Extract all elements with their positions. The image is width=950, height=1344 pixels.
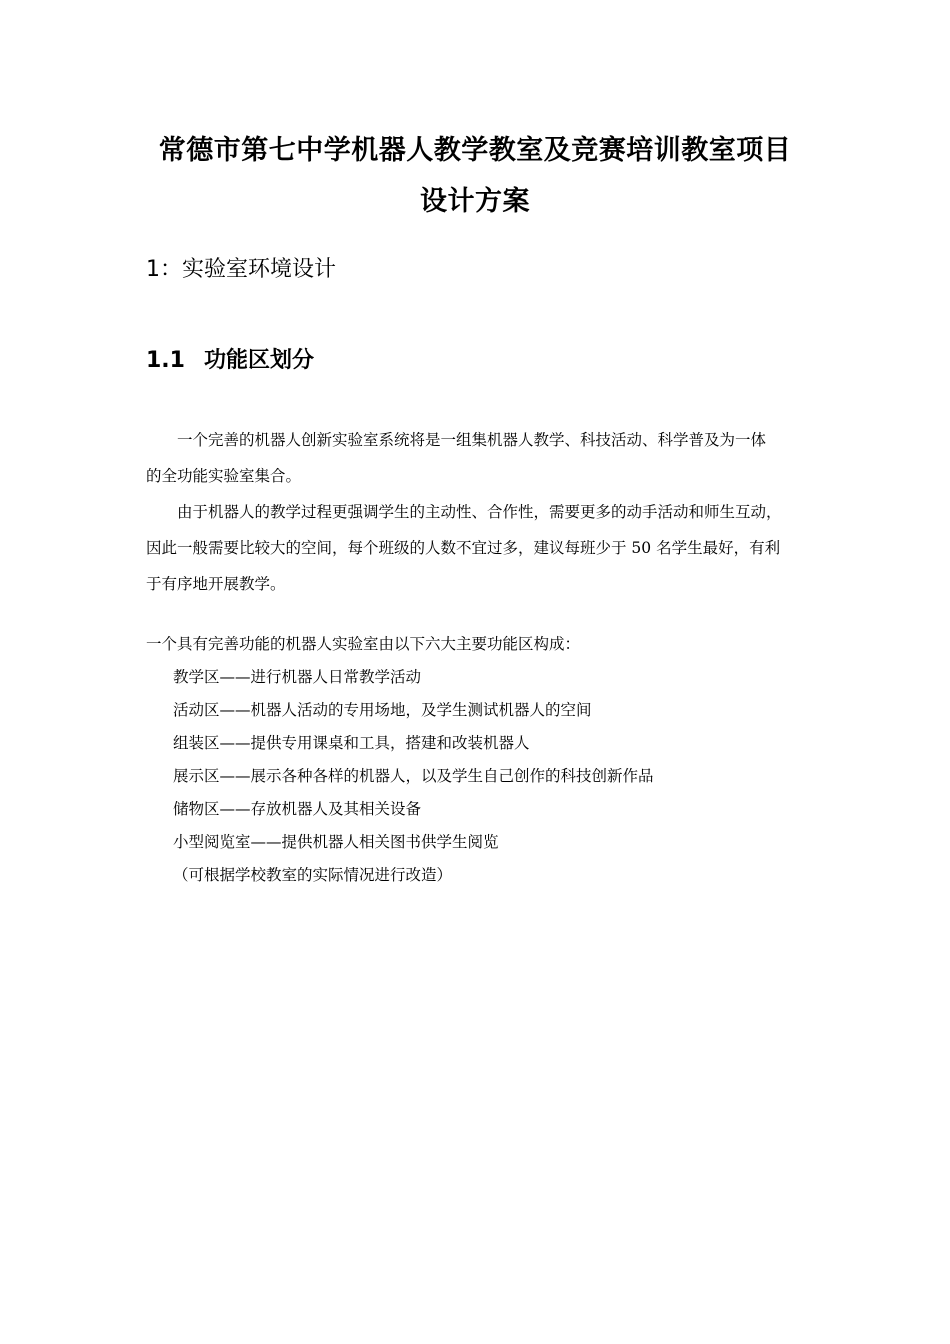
zone-item-teaching: 教学区——进行机器人日常教学活动: [173, 668, 422, 686]
document-title-line-2: 设计方案: [420, 186, 530, 217]
paragraph-2-line-1: 由于机器人的教学过程更强调学生的主动性、合作性，需要更多的动手活动和师生互动，: [177, 503, 782, 521]
document-title-line-1: 常德市第七中学机器人教学教室及竞赛培训教室项目: [158, 135, 792, 166]
subsection-number: 1.1: [146, 348, 185, 373]
subsection-title: 功能区划分: [204, 348, 315, 373]
paragraph-2-line-2: 因此一般需要比较大的空间，每个班级的人数不宜过多，建议每班少于 50 名学生最好，有利: [146, 539, 781, 557]
zone-item-assembly: 组装区——提供专用课桌和工具，搭建和改装机器人: [173, 734, 530, 752]
zones-note: （可根据学校教室的实际情况进行改造）: [173, 866, 453, 884]
paragraph-2-line-3: 于有序地开展教学。: [146, 575, 286, 593]
section-heading: 1：实验室环境设计: [146, 257, 336, 282]
paragraph-1-line-1: 一个完善的机器人创新实验室系统将是一组集机器人教学、科技活动、科学普及为一体: [177, 431, 767, 449]
zones-intro: 一个具有完善功能的机器人实验室由以下六大主要功能区构成：: [146, 635, 581, 653]
zone-item-reading-room: 小型阅览室——提供机器人相关图书供学生阅览: [173, 833, 499, 851]
paragraph-1-line-2: 的全功能实验室集合。: [146, 467, 302, 485]
zone-item-activity: 活动区——机器人活动的专用场地，及学生测试机器人的空间: [173, 701, 592, 719]
subsection-heading: [146, 345, 314, 377]
zone-item-storage: 储物区——存放机器人及其相关设备: [173, 800, 422, 818]
zone-item-display: 展示区——展示各种各样的机器人，以及学生自己创作的科技创新作品: [173, 767, 654, 785]
